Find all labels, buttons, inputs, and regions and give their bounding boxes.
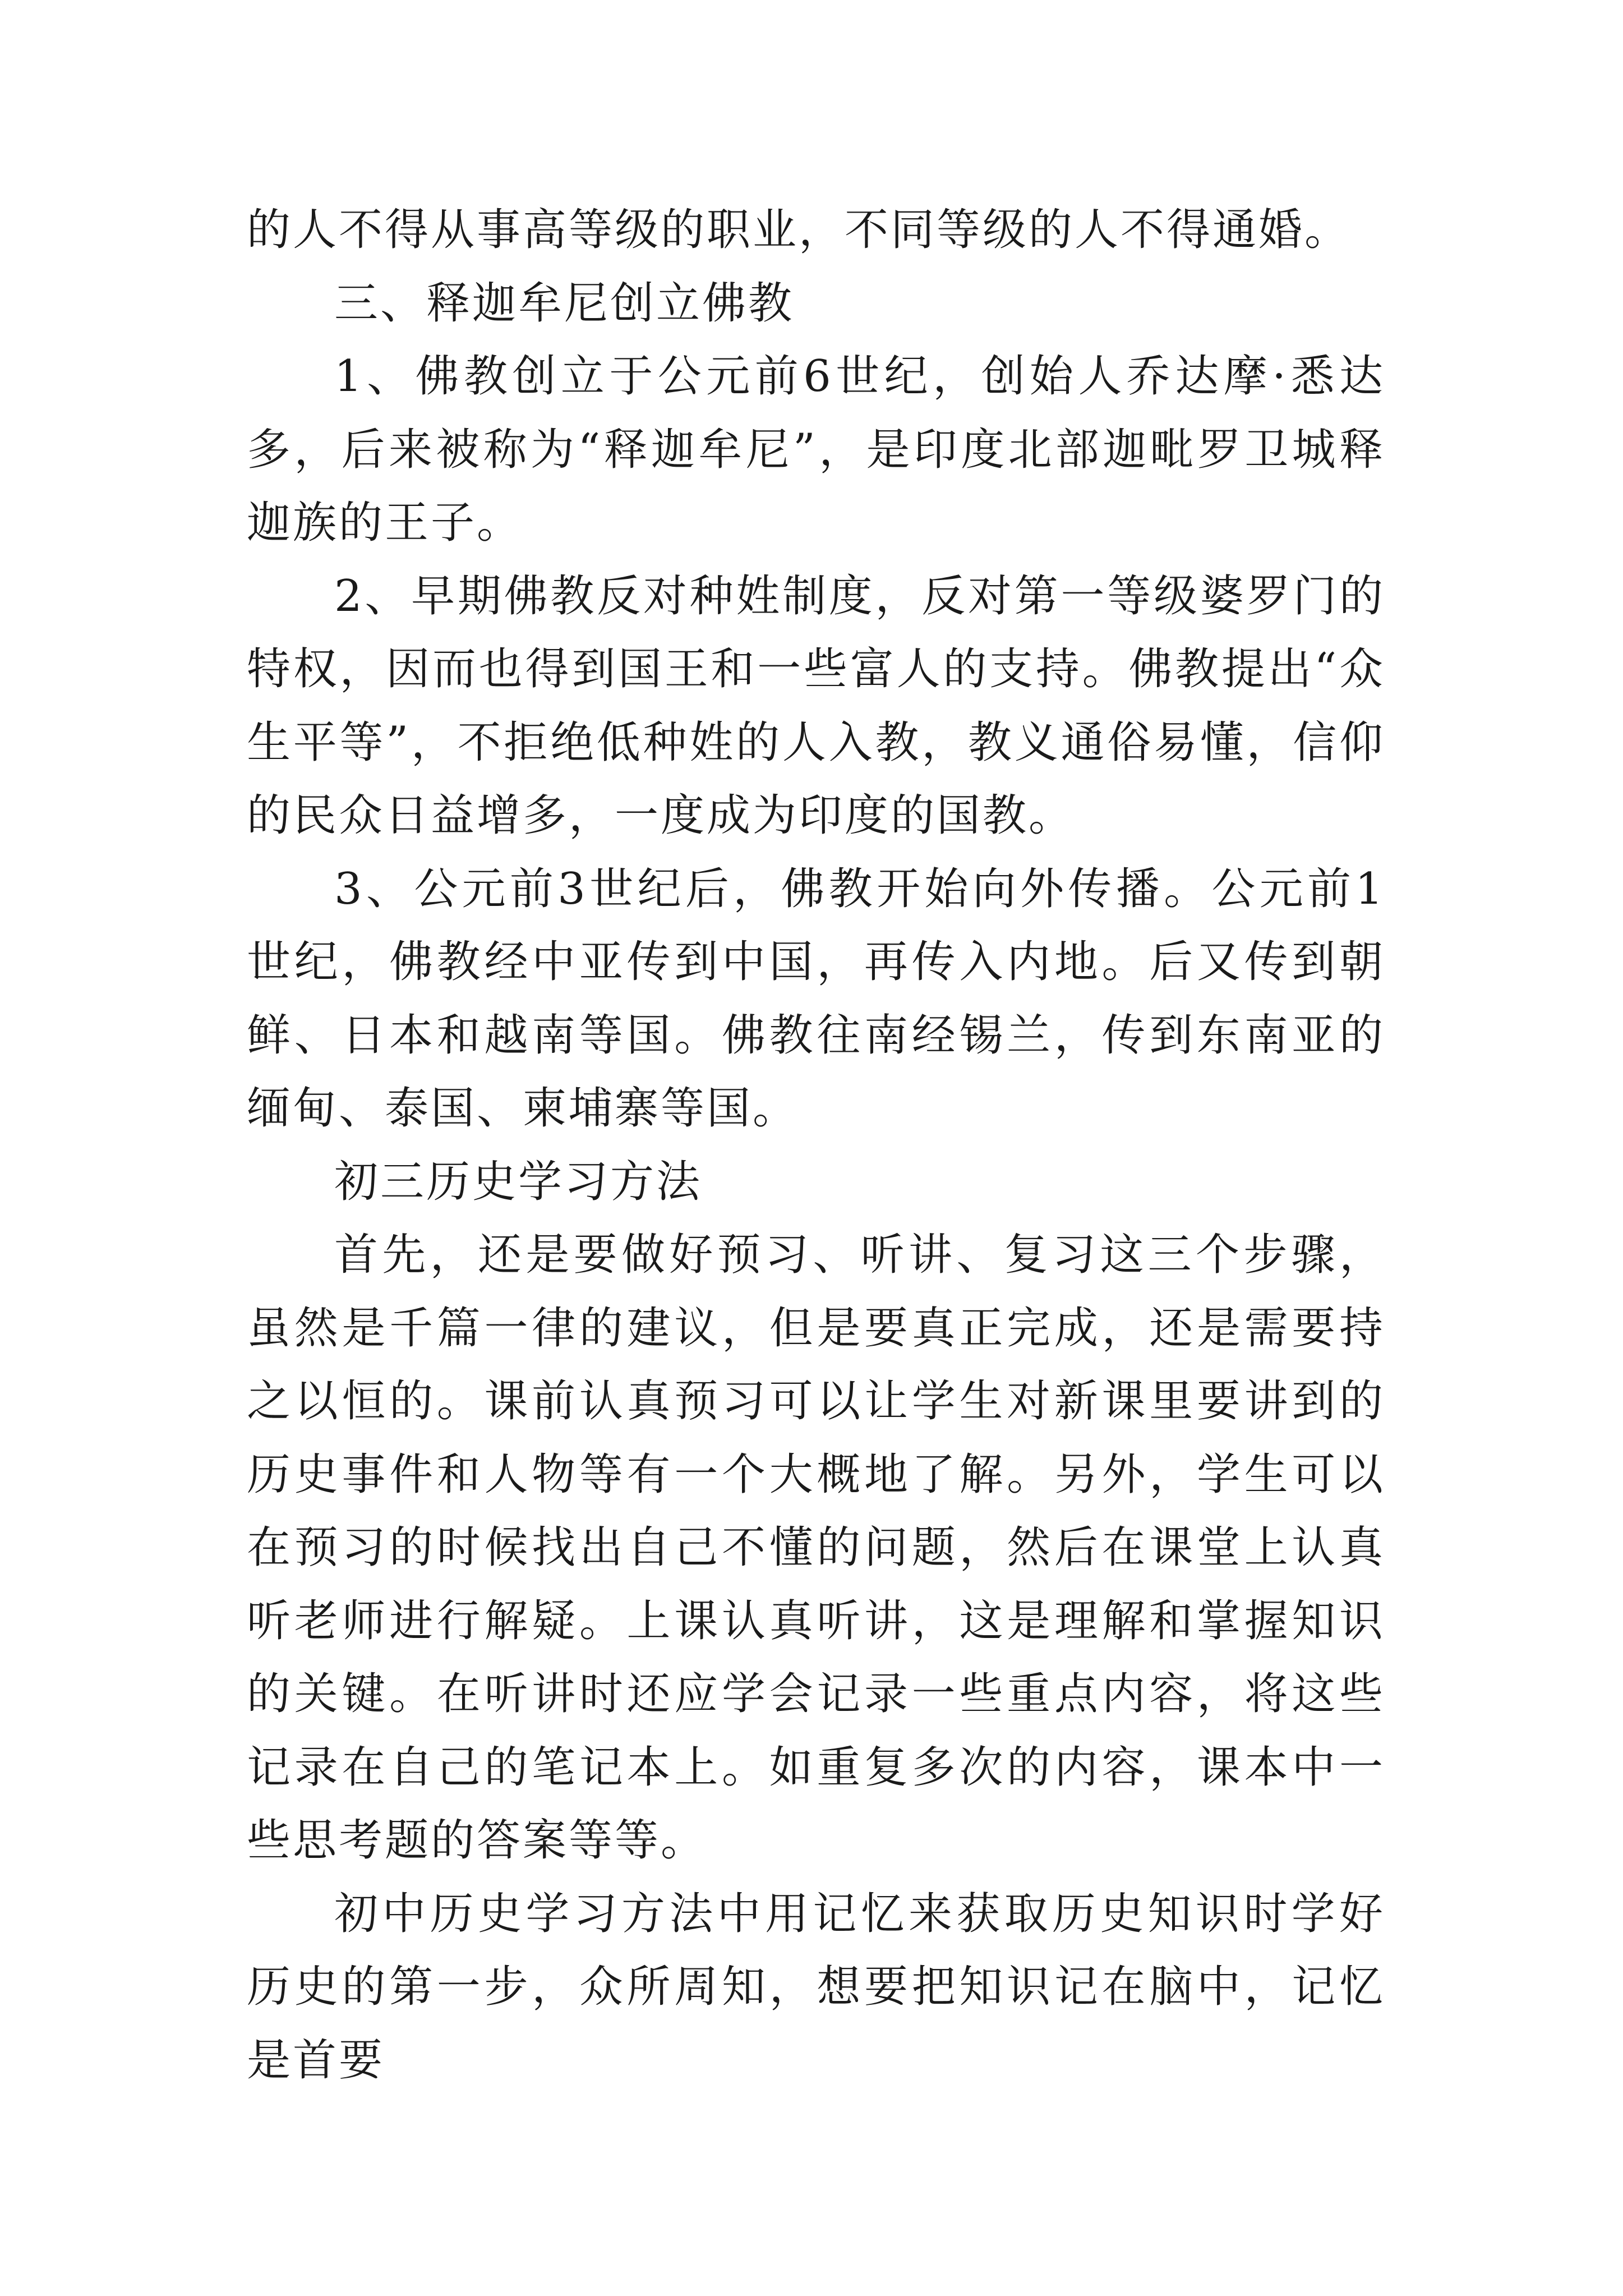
- paragraph-study-steps: 首先，还是要做好预习、听讲、复习这三个步骤，虽然是千篇一律的建议，但是要真正完成，还是需要持之以恒的。课前认真预习可以让学生对新课里要讲到的历史事件和人物等有一个大概地了解。另外，学生可以在预习的时候找出自己不懂的问题，然后在课堂上认真听老师进行解疑。上课认真听讲，这是理解和掌握知识的关键。在听讲时还应学会记录一些重点内容，将这些记录在自己的笔记本上。如重复多次的内容，课本中一些思考题的答案等等。: [247, 1230, 1385, 1866]
- section-heading-study-methods: 初三历史学习方法: [334, 1156, 703, 1207]
- section-heading-buddhism: 三、释迦牟尼创立佛教: [334, 278, 795, 329]
- paragraph-point-2: 2、早期佛教反对种姓制度，反对第一等级婆罗门的特权，因而也得到国王和一些富人的支持。佛教提出“众生平等”，不拒绝低种姓的人入教，教义通俗易懂，信仰的民众日益增多，一度成为印度的国教。: [247, 570, 1385, 841]
- document-body: [247, 194, 1385, 2097]
- paragraph-continuation: 的人不得从事高等级的职业，不同等级的人不得通婚。: [247, 205, 1351, 255]
- paragraph-point-3: 3、公元前3世纪后，佛教开始向外传播。公元前1世纪，佛教经中亚传到中国，再传入内地。后又传到朝鲜、日本和越南等国。佛教往南经锡兰，传到东南亚的缅甸、泰国、柬埔寨等国。: [247, 863, 1385, 1134]
- paragraph-point-1: 1、佛教创立于公元前6世纪，创始人乔达摩·悉达多，后来被称为“释迦牟尼”，是印度北部迦毗罗卫城释迦族的王子。: [247, 351, 1385, 548]
- paragraph-memory: 初中历史学习方法中用记忆来获取历史知识时学好历史的第一步，众所周知，想要把知识记在脑中，记忆是首要: [247, 1888, 1385, 2086]
